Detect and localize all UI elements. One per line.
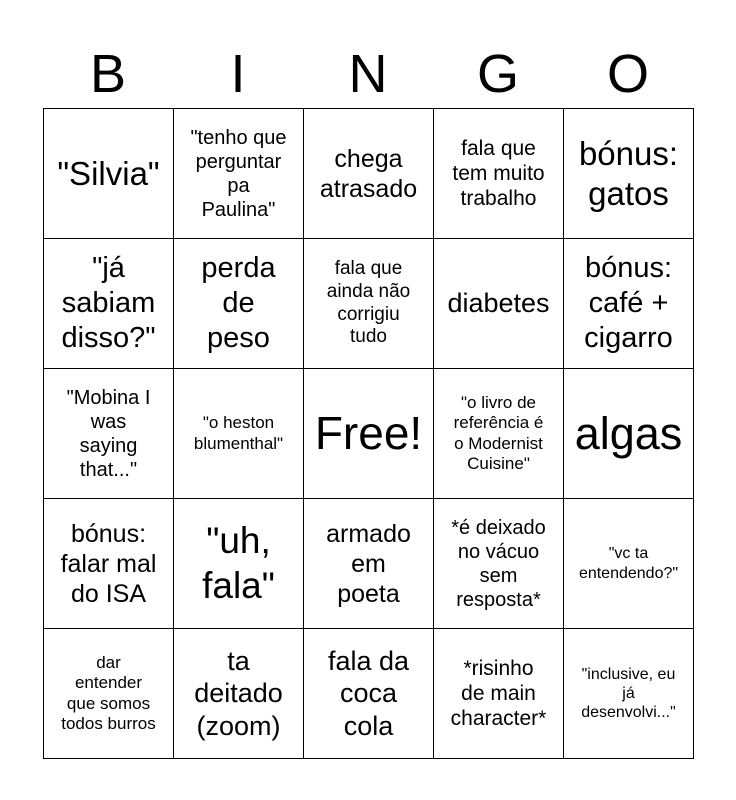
bingo-row: [44, 109, 694, 239]
bingo-cell[interactable]: [44, 109, 174, 239]
bingo-cell[interactable]: [44, 369, 174, 499]
bingo-cell-text: perda de peso: [201, 252, 276, 354]
bingo-cell[interactable]: [174, 239, 304, 369]
bingo-cell[interactable]: [564, 109, 694, 239]
bingo-cell-text: *é deixado no vácuo sem resposta*: [451, 516, 546, 611]
bingo-cell[interactable]: [434, 369, 564, 499]
bingo-cell[interactable]: [434, 109, 564, 239]
bingo-cell-text: Free!: [314, 406, 423, 459]
bingo-cell-text: "tenho que perguntar pa Paulina": [190, 126, 287, 221]
bingo-cell-text: "Silvia": [57, 154, 160, 192]
bingo-cell[interactable]: [564, 369, 694, 499]
bingo-cell[interactable]: [564, 499, 694, 629]
bingo-header: [43, 40, 693, 108]
bingo-cell[interactable]: [564, 629, 694, 759]
bingo-cell-text: "vc ta entendendo?": [578, 545, 679, 582]
bingo-cell[interactable]: [304, 109, 434, 239]
bingo-cell-text: dar entender que somos todos burros: [61, 652, 156, 733]
bingo-row: [44, 499, 694, 629]
bingo-cell-text: *risinho de main character*: [450, 656, 547, 731]
bingo-cell-text: "uh, fala": [202, 520, 275, 606]
bingo-cell[interactable]: [174, 369, 304, 499]
header-letter-g: G: [476, 44, 519, 104]
bingo-cell-text: fala que ainda não corrigiu tudo: [326, 257, 411, 348]
bingo-cell-free[interactable]: [304, 369, 434, 499]
bingo-cell-text: ta deitado (zoom): [194, 645, 283, 741]
header-letter-n: N: [348, 44, 388, 104]
bingo-cell-text: "o heston blumenthal": [193, 413, 284, 453]
bingo-cell[interactable]: [564, 239, 694, 369]
bingo-cell-text: fala que tem muito trabalho: [452, 136, 545, 211]
bingo-cell-text: "inclusive, eu já desenvolvi...": [581, 665, 676, 722]
bingo-cell[interactable]: [434, 499, 564, 629]
bingo-cell-text: bónus: gatos: [578, 134, 679, 212]
bingo-cell[interactable]: [304, 239, 434, 369]
bingo-row: [44, 369, 694, 499]
bingo-cell-text: bónus: café + cigarro: [584, 252, 673, 354]
bingo-cell-text: "já sabiam disso?": [61, 252, 156, 354]
header-letter-b: B: [89, 44, 127, 104]
header-letter-i: I: [230, 44, 246, 104]
header-letter-o: O: [606, 44, 649, 104]
bingo-cell-text: algas: [574, 407, 683, 459]
bingo-cell[interactable]: [174, 629, 304, 759]
bingo-row: [44, 239, 694, 369]
bingo-cell[interactable]: [304, 499, 434, 629]
bingo-cell[interactable]: [434, 239, 564, 369]
bingo-cell-text: fala da coca cola: [327, 645, 410, 741]
bingo-cell-text: bónus: falar mal do ISA: [60, 519, 157, 608]
bingo-cell[interactable]: [304, 629, 434, 759]
bingo-cell-text: "o livro de referência é o Modernist Cuisine": [453, 392, 544, 473]
bingo-cell[interactable]: [44, 239, 174, 369]
bingo-cell[interactable]: [174, 109, 304, 239]
bingo-row: [44, 629, 694, 759]
bingo-cell[interactable]: [174, 499, 304, 629]
bingo-cell[interactable]: [44, 499, 174, 629]
bingo-cell[interactable]: [434, 629, 564, 759]
bingo-cell[interactable]: [44, 629, 174, 759]
bingo-cell-text: armado em poeta: [326, 519, 411, 608]
bingo-cell-text: "Mobina I was saying that...": [66, 386, 151, 481]
bingo-cell-text: chega atrasado: [319, 144, 418, 203]
bingo-card-grid: [43, 108, 694, 759]
bingo-cell-text: diabetes: [447, 288, 550, 319]
